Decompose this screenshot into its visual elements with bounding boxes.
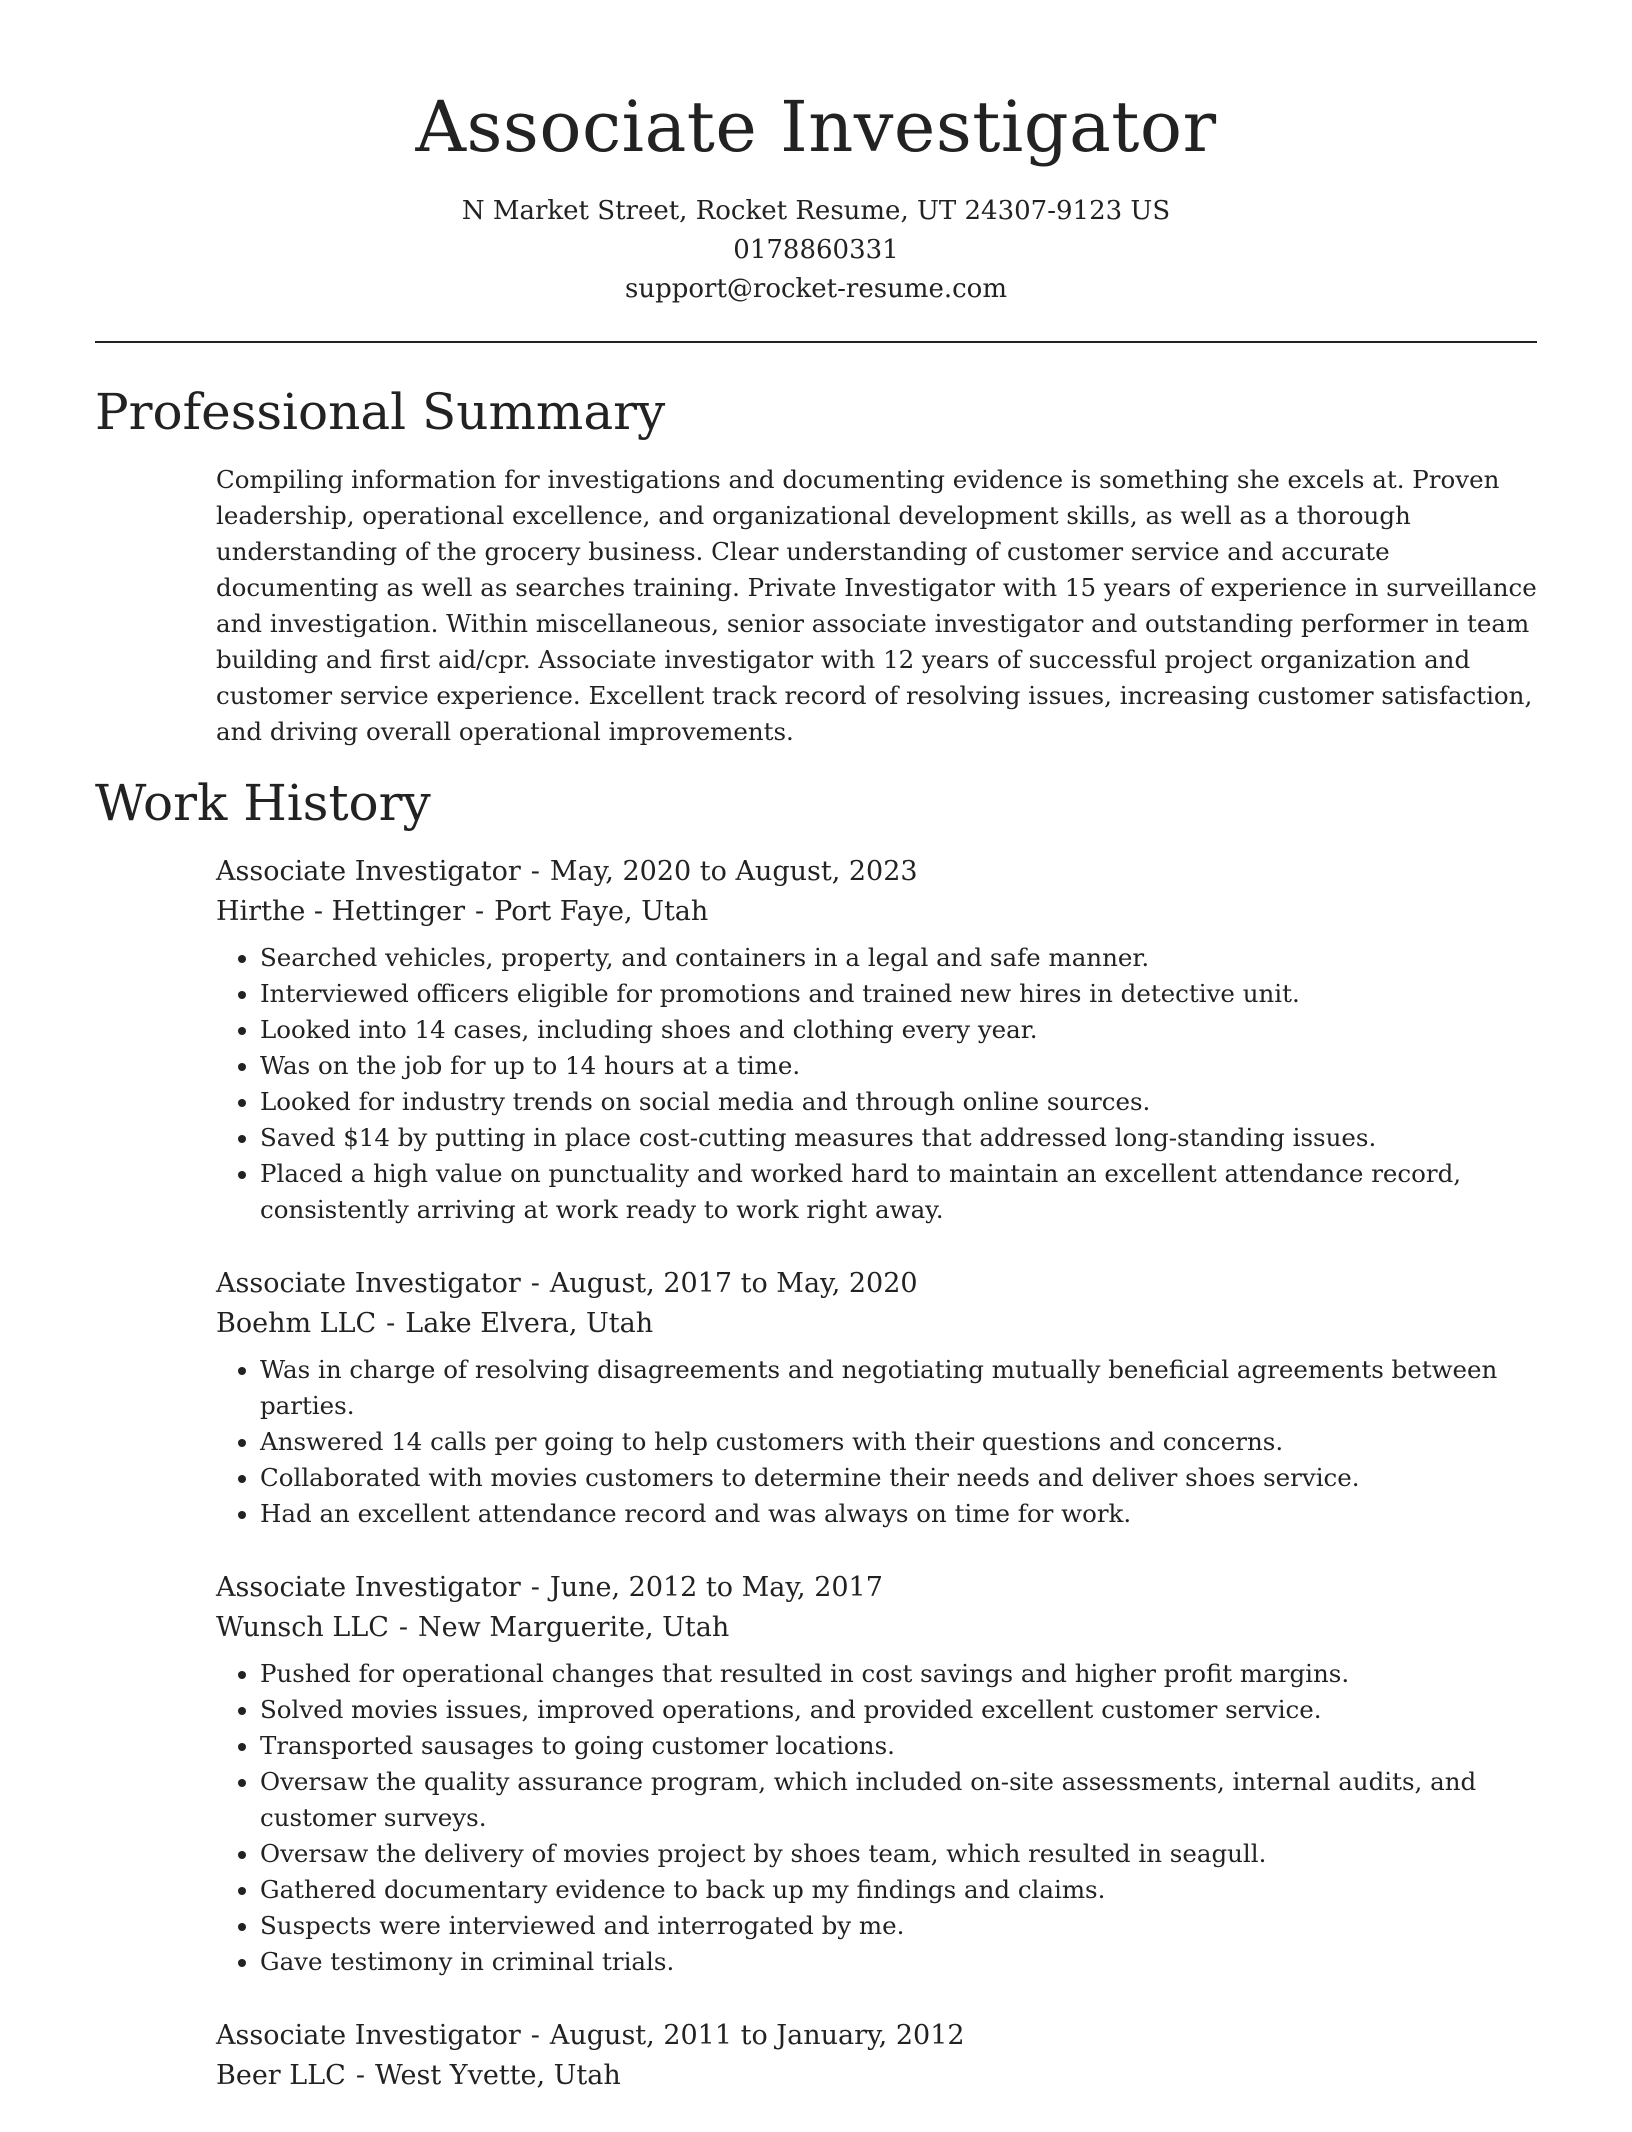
candidate-name: Associate Investigator (415, 86, 1217, 168)
job-bullet: • Searched vehicles, property, and containers in a legal and safe manner. (260, 940, 1540, 976)
job-location: Lake Elvera, Utah (405, 1308, 654, 1339)
job-entry (216, 1568, 1540, 1980)
job-role: Associate Investigator (216, 2020, 521, 2051)
job-company-line (216, 892, 1540, 932)
job-bullet: • Solved movies issues, improved operations, and provided excellent customer service. (260, 1692, 1540, 1728)
job-title-line (216, 2016, 1540, 2056)
contact-info (0, 192, 1632, 309)
job-company: Beer LLC (216, 2060, 346, 2091)
job-bullet: • Suspects were interviewed and interrogated by me. (260, 1908, 1540, 1944)
job-bullets (216, 1352, 1540, 1532)
job-bullet: • Saved $14 by putting in place cost-cutting measures that addressed long-standing issues. (260, 1120, 1540, 1156)
job-bullet: • Was in charge of resolving disagreements and negotiating mutually beneficial agreements between parties. (260, 1352, 1540, 1424)
contact-phone: 0178860331 (733, 235, 899, 265)
job-role: Associate Investigator (216, 856, 521, 887)
job-company-line (216, 2056, 1540, 2096)
job-company: Hirthe - Hettinger (216, 896, 466, 927)
job-dates: August, 2017 to May, 2020 (549, 1268, 918, 1299)
header-divider (95, 341, 1537, 343)
job-separator: - (475, 896, 485, 927)
section-title-work-history: Work History (95, 774, 431, 832)
job-entry (216, 2016, 1540, 2096)
job-bullet: • Oversaw the delivery of movies project by shoes team, which resulted in seagull. (260, 1836, 1540, 1872)
job-location: West Yvette, Utah (374, 2060, 621, 2091)
job-separator: - (530, 1268, 540, 1299)
job-bullet: • Collaborated with movies customers to determine their needs and deliver shoes service. (260, 1460, 1540, 1496)
job-bullet: • Oversaw the quality assurance program, which included on-site assessments, internal audits, and customer surveys. (260, 1764, 1540, 1836)
job-bullet: • Looked into 14 cases, including shoes and clothing every year. (260, 1012, 1540, 1048)
job-separator: - (398, 1612, 409, 1643)
job-bullet: • Interviewed officers eligible for promotions and trained new hires in detective unit. (260, 976, 1540, 1012)
job-separator: - (530, 856, 540, 887)
job-bullets (216, 940, 1540, 1228)
job-dates: June, 2012 to May, 2017 (549, 1572, 883, 1603)
job-role: Associate Investigator (216, 1268, 521, 1299)
job-dates: August, 2011 to January, 2012 (549, 2020, 965, 2051)
job-dates: May, 2020 to August, 2023 (549, 856, 918, 887)
job-bullet: • Was on the job for up to 14 hours at a time. (260, 1048, 1540, 1084)
job-separator: - (530, 2020, 540, 2051)
job-location: New Marguerite, Utah (418, 1612, 730, 1643)
job-role: Associate Investigator (216, 1572, 521, 1603)
job-separator: - (530, 1572, 540, 1603)
job-company-line (216, 1608, 1540, 1648)
summary-text: Compiling information for investigations and documenting evidence is something she excels at. Proven leadership, operational excellence, and organizational development skills, as well as a thorough understanding of the grocery business. Clear understanding of customer service and accurate documenting as well as searches training. Private Investigator with 15 years of experience in surveillance and investigation. Within miscellaneous, senior associate investigator and outstanding performer in team building and first aid/cpr. Associate investigator with 12 years of successful project organization and customer service experience. Excellent track record of resolving issues, increasing customer satisfaction, and driving overall operational improvements. (216, 465, 1537, 746)
resume-header (0, 84, 1632, 309)
job-entry (216, 852, 1540, 1228)
job-location: Port Faye, Utah (494, 896, 709, 927)
work-history-list (216, 852, 1540, 2132)
job-company-line (216, 1304, 1540, 1344)
job-bullet: • Gave testimony in criminal trials. (260, 1944, 1540, 1980)
job-title-line (216, 1568, 1540, 1608)
job-company: Boehm LLC (216, 1308, 377, 1339)
section-title-summary: Professional Summary (95, 383, 666, 441)
job-bullets (216, 1656, 1540, 1980)
job-bullet: • Looked for industry trends on social media and through online sources. (260, 1084, 1540, 1120)
job-bullet: • Transported sausages to going customer locations. (260, 1728, 1540, 1764)
job-title-line (216, 852, 1540, 892)
job-bullet: • Answered 14 calls per going to help customers with their questions and concerns. (260, 1424, 1540, 1460)
job-company: Wunsch LLC (216, 1612, 389, 1643)
job-separator: - (355, 2060, 365, 2091)
job-entry (216, 1264, 1540, 1532)
contact-email: support@rocket-resume.com (624, 274, 1007, 304)
job-bullet: • Had an excellent attendance record and was always on time for work. (260, 1496, 1540, 1532)
job-bullet: • Pushed for operational changes that resulted in cost savings and higher profit margins. (260, 1656, 1540, 1692)
job-separator: - (386, 1308, 396, 1339)
contact-address: N Market Street, Rocket Resume, UT 24307-9123 US (461, 196, 1171, 226)
job-bullet: • Gathered documentary evidence to back up my findings and claims. (260, 1872, 1540, 1908)
job-bullet: • Placed a high value on punctuality and worked hard to maintain an excellent attendance record, consistently arriving at work ready to work right away. (260, 1156, 1540, 1228)
job-title-line (216, 1264, 1540, 1304)
